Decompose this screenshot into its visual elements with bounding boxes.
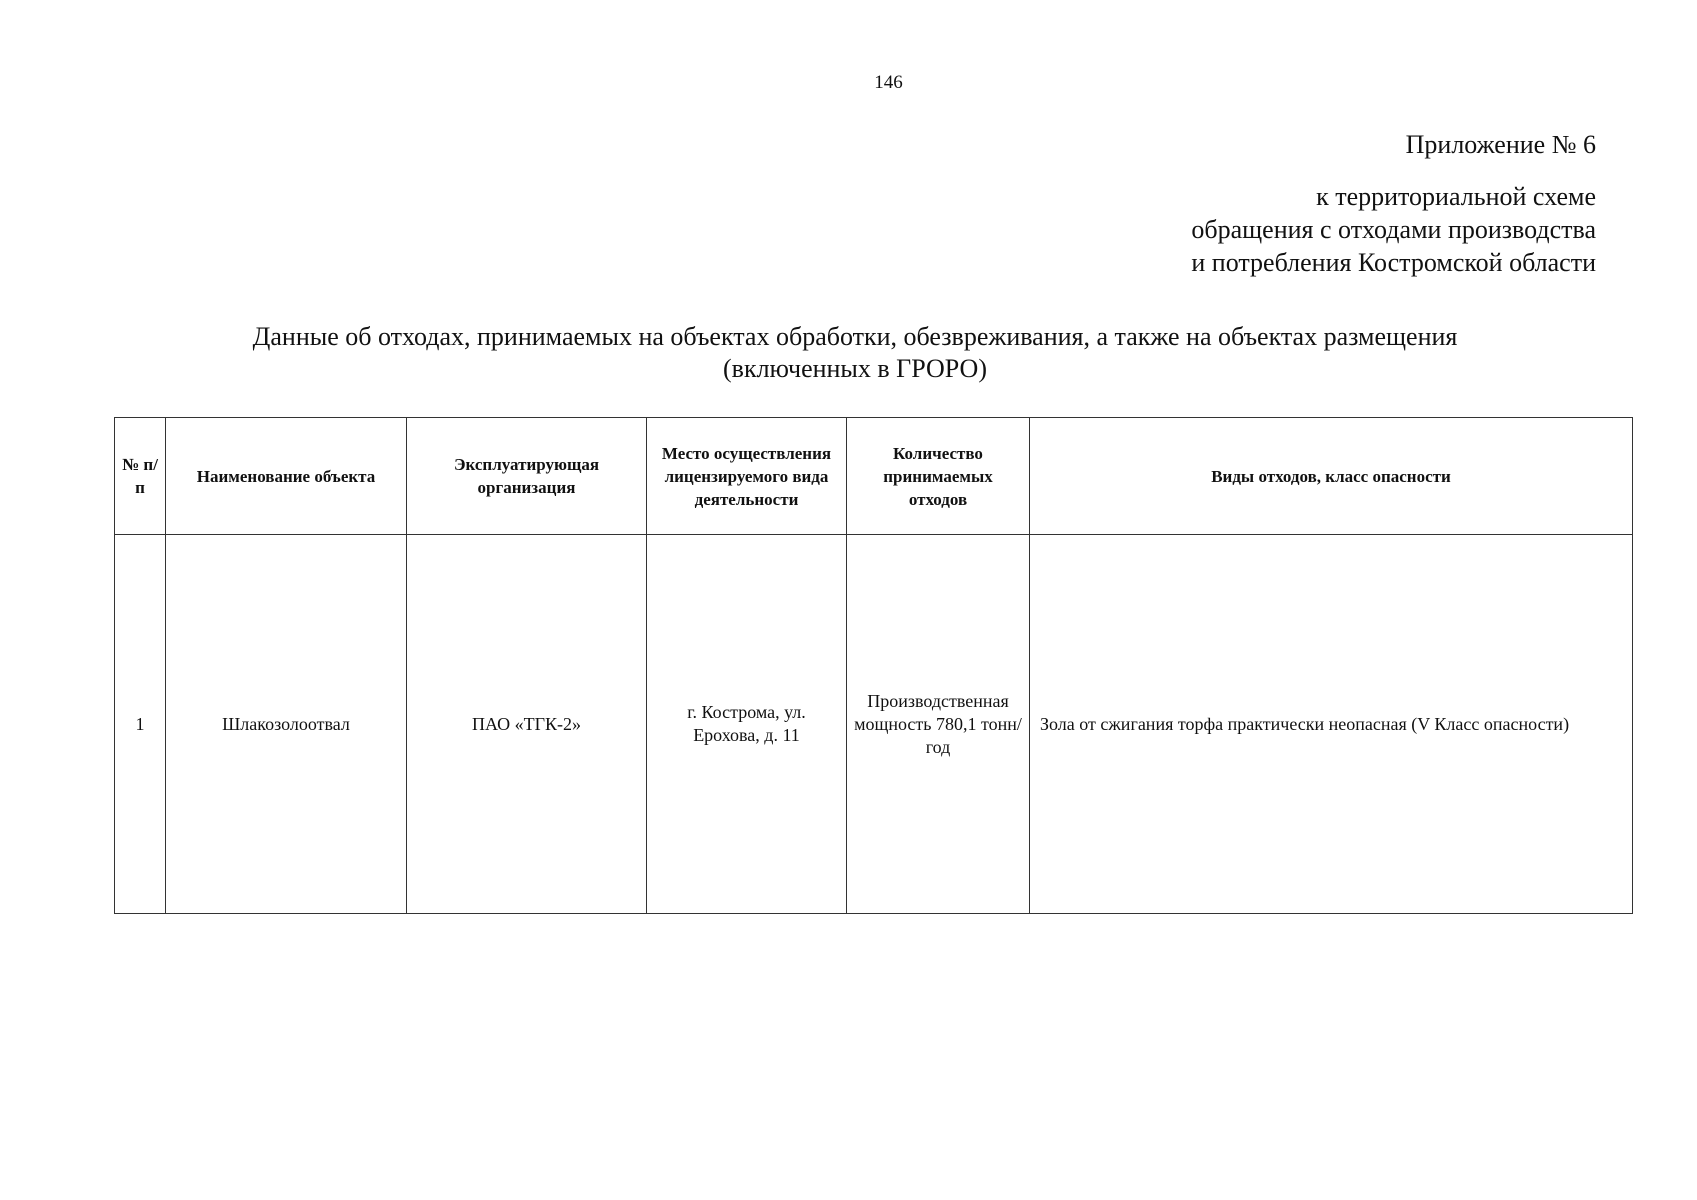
cell-amount: Производственная мощность 780,1 тонн/год [847,535,1030,914]
cell-name: Шлакозолоотвал [166,535,407,914]
page-number: 146 [874,72,903,93]
appendix-block [1191,128,1596,279]
appendix-line: и потребления Костромской области [1191,248,1596,277]
waste-table [114,417,1633,914]
cell-org: ПАО «ТГК-2» [407,535,647,914]
table-header-row [115,418,1633,535]
column-header-types: Виды отходов, класс опасности [1030,418,1633,535]
table-row [115,535,1633,914]
cell-num: 1 [115,535,166,914]
appendix-subtitle [1191,180,1596,279]
document-title-line: Данные об отходах, принимаемых на объектах обработки, обезвреживания, а также на объектах размещения [252,322,1458,351]
document-title-line: (включенных в ГРОРО) [723,354,987,383]
document-title [115,321,1595,385]
column-header-place: Место осуществления лицензируемого вида деятельности [647,418,847,535]
column-header-name: Наименование объекта [166,418,407,535]
appendix-line: к территориальной схеме [1316,182,1596,211]
appendix-line: обращения с отходами производства [1191,215,1596,244]
column-header-num: № п/п [115,418,166,535]
column-header-org: Эксплуатирующая организация [407,418,647,535]
column-header-amount: Количество принимаемых отходов [847,418,1030,535]
cell-place: г. Кострома, ул. Ерохова, д. 11 [647,535,847,914]
appendix-title: Приложение № 6 [1405,130,1596,159]
cell-types: Зола от сжигания торфа практически неопасная (V Класс опасности) [1030,535,1633,914]
